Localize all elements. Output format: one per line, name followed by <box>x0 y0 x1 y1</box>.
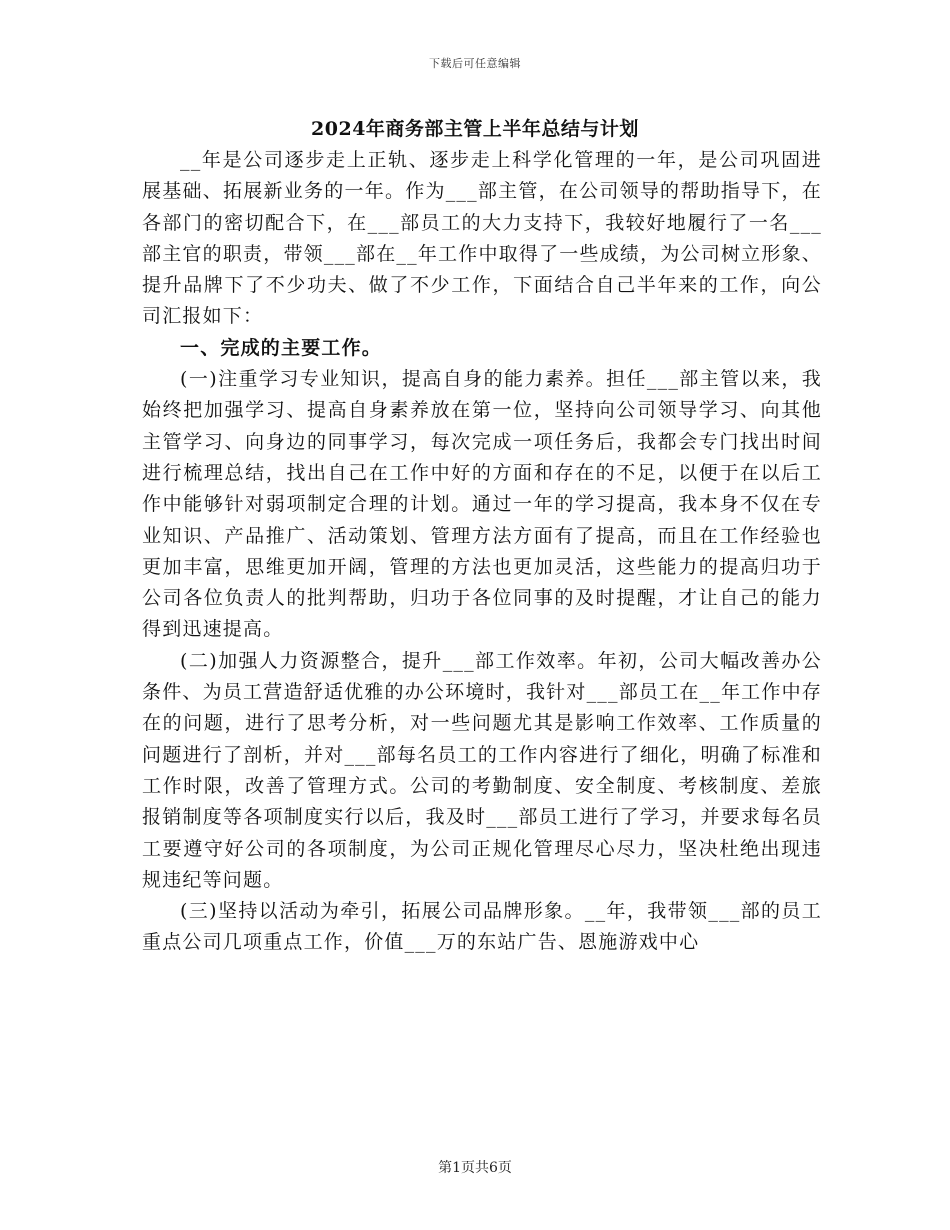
paragraph-one: (一)注重学习专业知识，提高自身的能力素养。担任___部主管以来，我始终把加强学习、提高自身素养放在第一位，坚持向公司领导学习、向其他主管学习、向身边的同事学习，每次完成一项任务后，我都会专门找出时间进行梳理总结，找出自己在工作中好的方面和存在的不足，以便于在以后工作中能够针对弱项制定合理的计划。通过一年的学习提高，我本身不仅在专业知识、产品推广、活动策划、管理方法方面有了提高，而且在工作经验也更加丰富，思维更加开阔，管理的方法也更加灵活，这些能力的提高归功于公司各位负责人的批判帮助，归功于各位同事的及时提醒，才让自己的能力得到迅速提高。 <box>142 368 822 641</box>
paragraph-two: (二)加强人力资源整合，提升___部工作效率。年初，公司大幅改善办公条件、为员工营造舒适优雅的办公环境时，我针对___部员工在__年工作中存在的问题，进行了思考分析，对一些问题尤其是影响工作效率、工作质量的问题进行了剖析，并对___部每名员工的工作内容进行了细化，明确了标准和工作时限，改善了管理方式。公司的考勤制度、安全制度、考核制度、差旅报销制度等各项制度实行以后，我及时___部员工进行了学习，并要求每名员工要遵守好公司的各项制度，为公司正规化管理尽心尽力，坚决杜绝出现违规违纪等问题。 <box>142 649 822 891</box>
paragraph-three: (三)坚持以活动为牵引，拓展公司品牌形象。__年，我带领___部的员工重点公司几项重点工作，价值___万的东站广告、恩施游戏中心 <box>142 900 822 954</box>
page-number: 第1页共6页 <box>438 1160 512 1176</box>
document-title: 2024年商务部主管上半年总结与计划 <box>311 118 639 140</box>
document-body <box>142 145 822 959</box>
header-note: 下载后可任意编辑 <box>429 57 521 70</box>
section-heading: 一、完成的主要工作。 <box>180 336 383 359</box>
intro-paragraph: __年是公司逐步走上正轨、逐步走上科学化管理的一年，是公司巩固进展基础、拓展新业务的一年。作为___部主管，在公司领导的帮助指导下，在各部门的密切配合下，在___部员工的大力支持下，我较好地履行了一名___部主官的职责，带领___部在__年工作中取得了一些成绩，为公司树立形象、提升品牌下了不少功夫、做了不少工作，下面结合自己半年来的工作，向公司汇报如下： <box>142 149 822 328</box>
